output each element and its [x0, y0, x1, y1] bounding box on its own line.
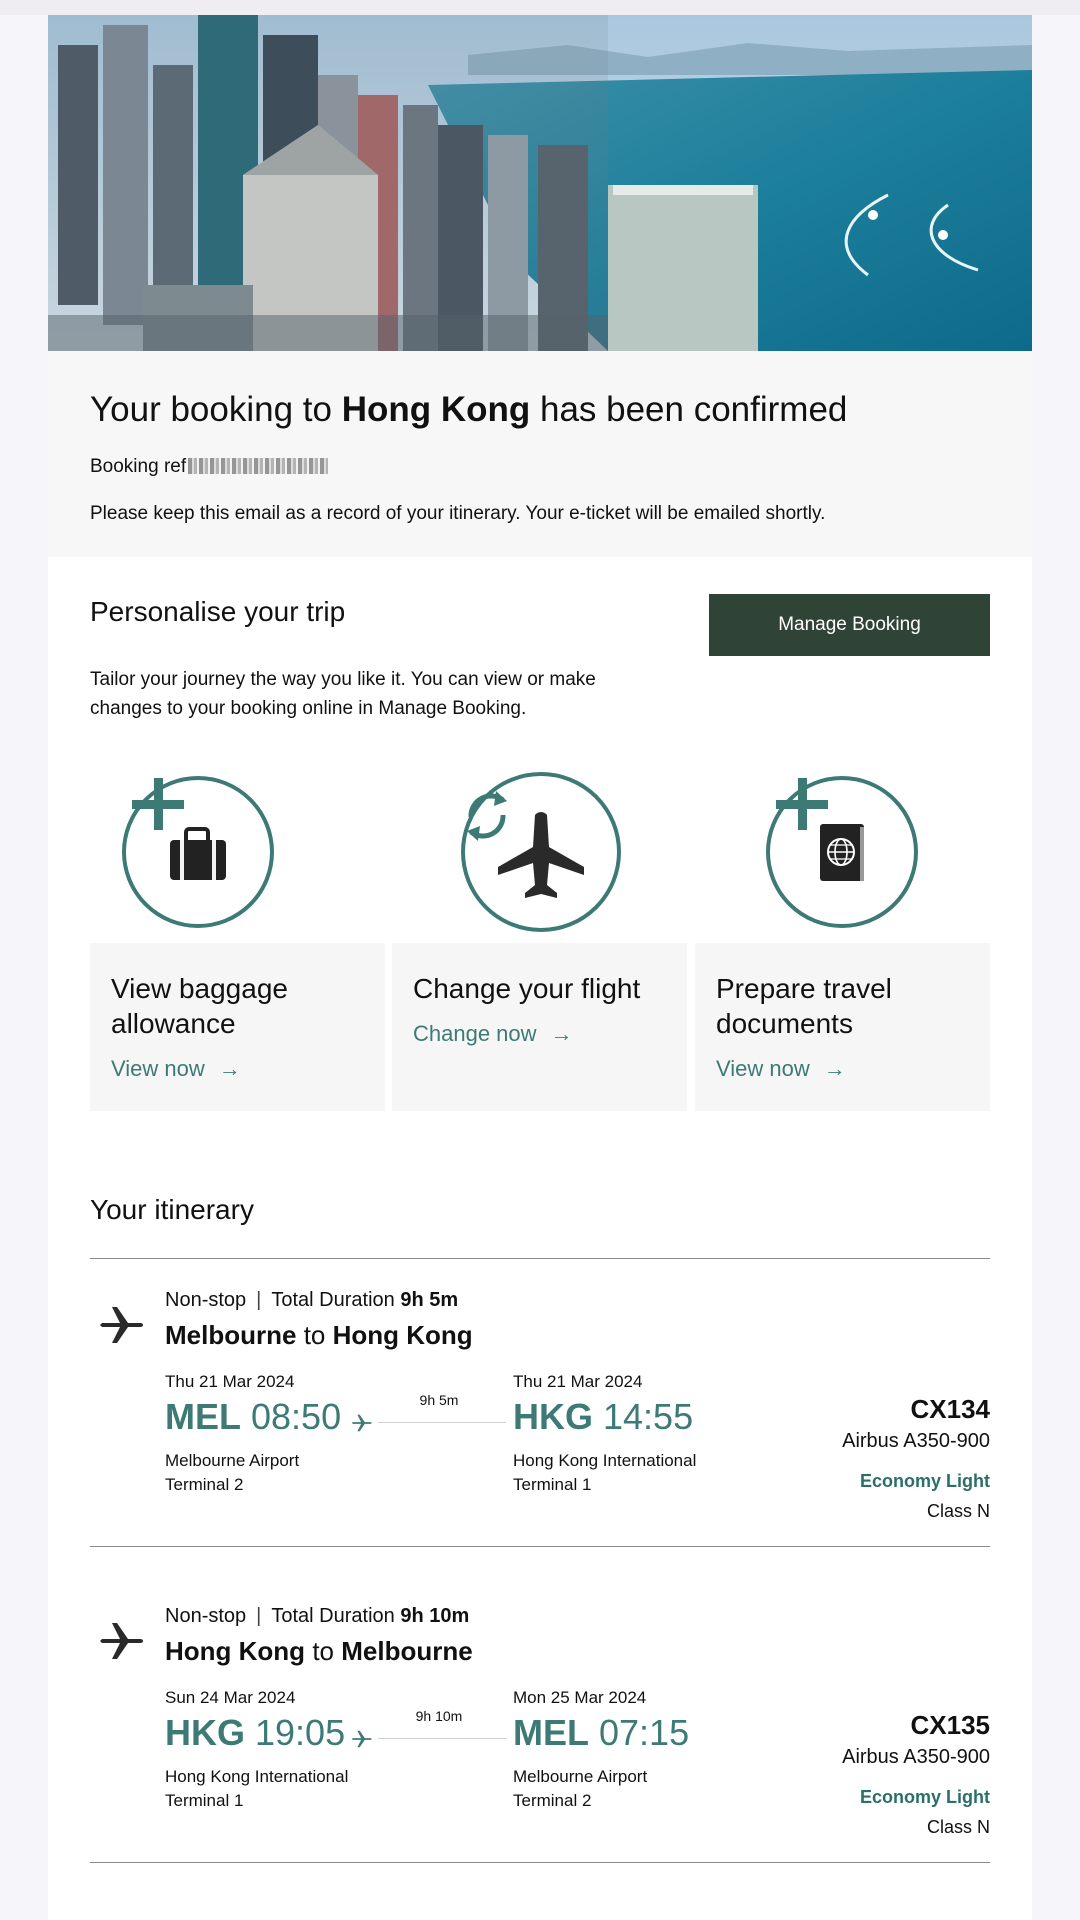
flight-line [378, 1738, 506, 1739]
card-title: Change your flight [413, 973, 641, 1004]
confirmation-panel [48, 351, 1032, 557]
travel-documents-card[interactable] [695, 943, 990, 1111]
flight-summary: Non-stop | Total Duration 9h 5m [165, 1289, 459, 1311]
departure-time: HKG 19:05 [165, 1712, 346, 1753]
plane-icon [98, 1301, 146, 1349]
itinerary-title: Your itinerary [90, 1194, 254, 1225]
view-documents-link[interactable]: View now → [716, 1056, 846, 1081]
aircraft-type: Airbus A350-900 [842, 1430, 990, 1452]
baggage-card[interactable] [90, 943, 385, 1111]
destination-name: Hong Kong [341, 390, 531, 429]
card-title: View baggage allowance [111, 973, 288, 1039]
route-title: Melbourne to Hong Kong [165, 1320, 473, 1350]
manage-booking-button[interactable]: Manage Booking [709, 594, 990, 656]
divider [90, 1862, 990, 1863]
aircraft-type: Airbus A350-900 [842, 1746, 990, 1768]
hero-image [48, 15, 1032, 351]
arrival-date: Thu 21 Mar 2024 [513, 1372, 643, 1391]
departure-time: MEL 08:50 [165, 1396, 342, 1437]
card-title: Prepare travel documents [716, 973, 892, 1039]
arrival-airport: Melbourne Airport Terminal 2 [513, 1767, 648, 1810]
personalise-description: Tailor your journey the way you like it. You can view or make changes to your booking online in Manage Booking. [90, 669, 596, 719]
departure-airport: Melbourne Airport Terminal 2 [165, 1451, 300, 1494]
small-plane-icon [351, 1728, 373, 1750]
flight-line [378, 1422, 506, 1423]
email-body [48, 15, 1032, 1920]
redacted-reference [188, 458, 328, 474]
flight-leg [48, 1259, 1032, 1519]
departure-airport: Hong Kong International Terminal 1 [165, 1767, 349, 1810]
booking-class: Class N [926, 1501, 990, 1521]
view-baggage-link[interactable]: View now → [111, 1056, 241, 1081]
arrival-airport: Hong Kong International Terminal 1 [513, 1451, 697, 1494]
flight-number: CX135 [910, 1710, 990, 1740]
arrow-right-icon: → [218, 1056, 241, 1081]
divider [90, 1546, 990, 1547]
change-flight-icon[interactable] [441, 755, 631, 935]
arrow-right-icon: → [823, 1056, 846, 1081]
add-passport-icon[interactable] [742, 755, 932, 935]
flight-summary: Non-stop | Total Duration 9h 10m [165, 1605, 470, 1627]
add-baggage-icon[interactable] [90, 755, 280, 935]
personalise-title: Personalise your trip [90, 596, 346, 627]
arrow-right-icon: → [550, 1021, 573, 1046]
confirmation-title: Your booking to Hong Kong has been confirmed [90, 390, 848, 429]
flight-duration: 9h 10m [415, 1708, 463, 1724]
arrival-time: MEL 07:15 [513, 1712, 690, 1753]
flight-number: CX134 [910, 1394, 990, 1424]
flight-leg [48, 1575, 1032, 1835]
change-flight-card[interactable] [392, 943, 687, 1111]
itinerary-note: Please keep this email as a record of your itinerary. Your e-ticket will be emailed shortly. [90, 503, 826, 524]
arrival-time: HKG 14:55 [513, 1396, 694, 1437]
booking-class: Class N [926, 1817, 990, 1837]
arrival-date: Mon 25 Mar 2024 [513, 1688, 647, 1707]
small-plane-icon [351, 1412, 373, 1434]
change-flight-link[interactable]: Change now → [413, 1021, 573, 1046]
booking-reference: Booking ref [90, 455, 328, 479]
fare-type: Economy Light [860, 1471, 990, 1491]
departure-date: Sun 24 Mar 2024 [165, 1688, 296, 1707]
flight-duration: 9h 5m [419, 1392, 459, 1408]
plane-icon [98, 1617, 146, 1665]
top-bar [0, 0, 1080, 15]
fare-type: Economy Light [860, 1787, 990, 1807]
route-title: Hong Kong to Melbourne [165, 1636, 473, 1666]
departure-date: Thu 21 Mar 2024 [165, 1372, 295, 1391]
